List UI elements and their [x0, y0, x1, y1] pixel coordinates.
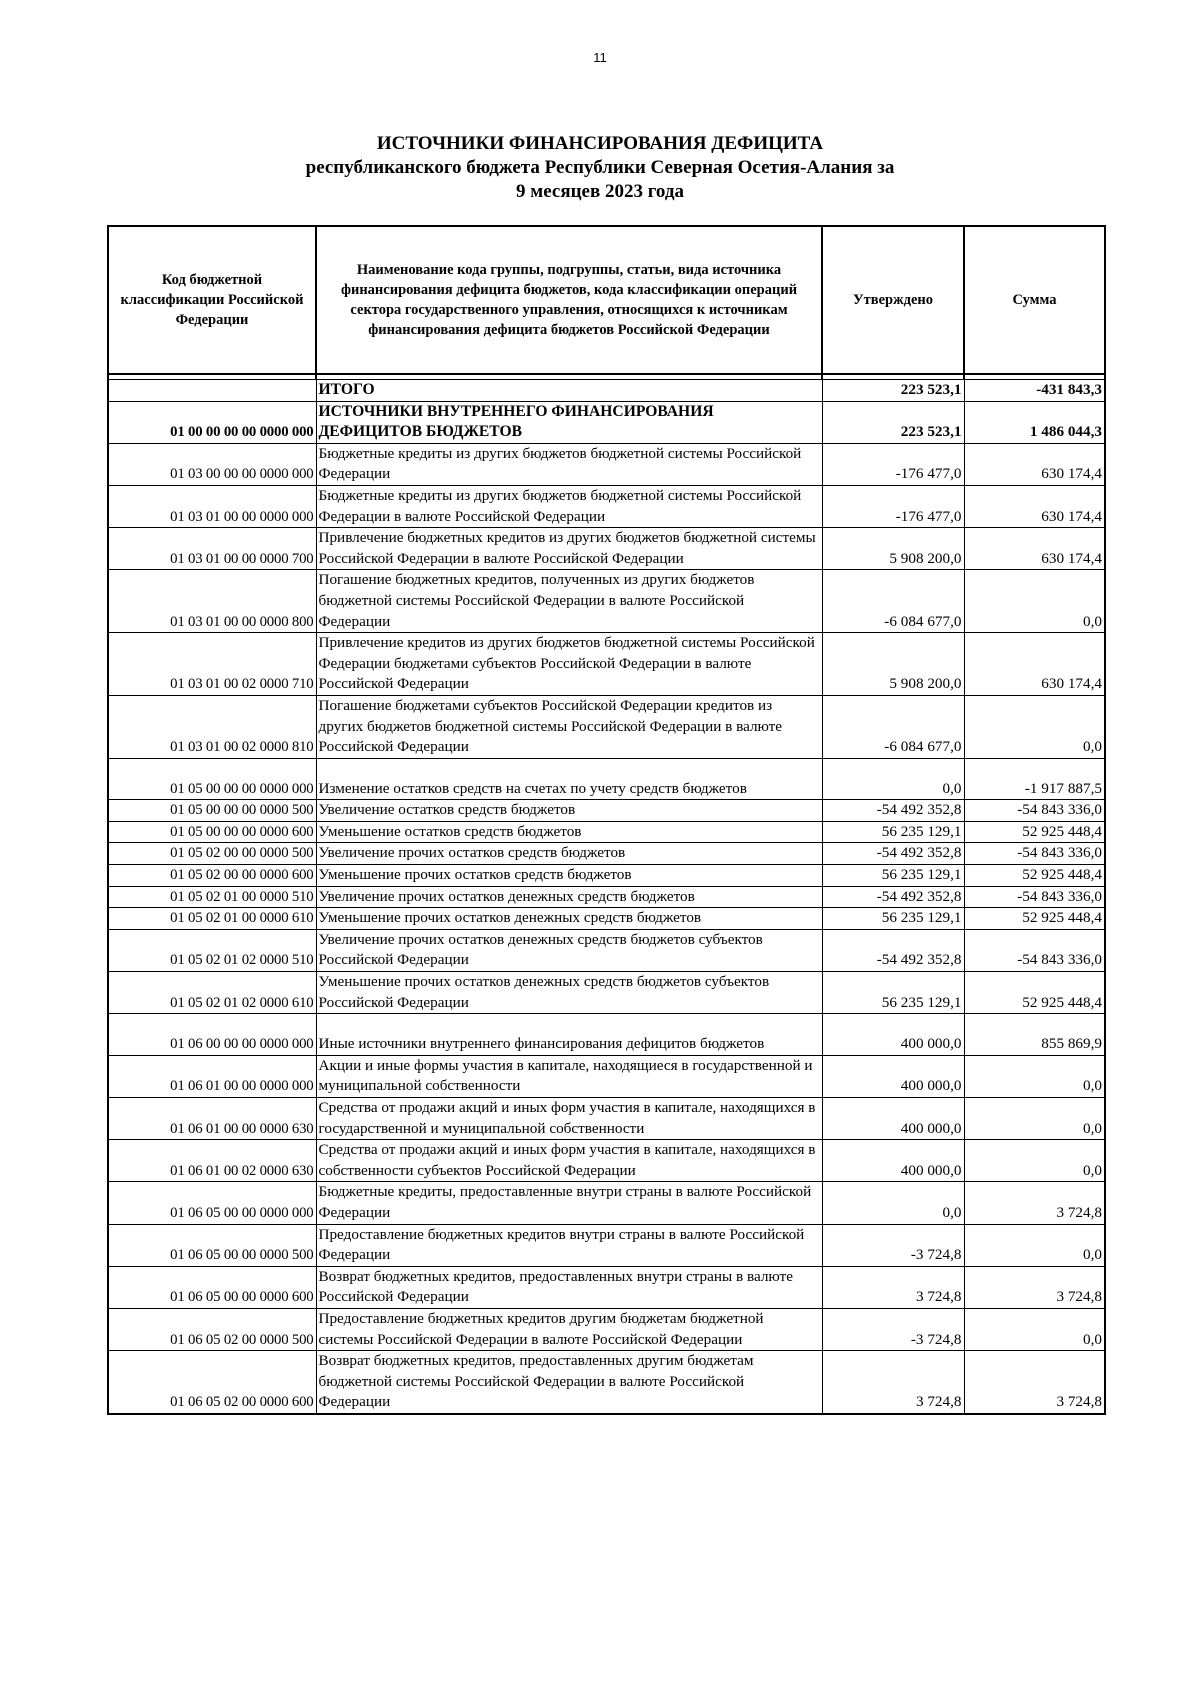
row-sum: 630 174,4	[964, 443, 1105, 485]
table-row	[108, 1055, 1105, 1097]
document-title	[0, 132, 1200, 204]
row-approved: -3 724,8	[822, 1308, 964, 1350]
row-sum: 0,0	[964, 1140, 1105, 1182]
row-name: Уменьшение прочих остатков средств бюджетов	[316, 865, 822, 887]
row-code: 01 06 01 00 00 0000 630	[108, 1098, 316, 1140]
row-code: 01 06 05 02 00 0000 500	[108, 1308, 316, 1350]
row-name: Иные источники внутреннего финансирования дефицитов бюджетов	[316, 1014, 822, 1056]
row-approved: 56 235 129,1	[822, 972, 964, 1014]
header-approved: Утверждено	[822, 226, 964, 374]
table-row	[108, 908, 1105, 930]
row-name: Предоставление бюджетных кредитов другим бюджетам бюджетной системы Российской Федерации в валюте Российской Федерации	[316, 1308, 822, 1350]
row-code: 01 05 02 00 00 0000 600	[108, 865, 316, 887]
row-code: 01 03 01 00 02 0000 810	[108, 695, 316, 758]
row-sum: -54 843 336,0	[964, 886, 1105, 908]
header-code: Код бюджетной классификации Российской Федерации	[108, 226, 316, 374]
table-row	[108, 401, 1105, 443]
table-row	[108, 843, 1105, 865]
row-code: 01 06 05 00 00 0000 000	[108, 1182, 316, 1224]
row-approved: -176 477,0	[822, 485, 964, 527]
row-code: 01 00 00 00 00 0000 000	[108, 401, 316, 443]
row-sum: -54 843 336,0	[964, 843, 1105, 865]
row-approved: -6 084 677,0	[822, 695, 964, 758]
row-approved: -6 084 677,0	[822, 570, 964, 633]
row-sum: -54 843 336,0	[964, 800, 1105, 822]
row-approved: 400 000,0	[822, 1014, 964, 1056]
row-code: 01 03 01 00 00 0000 700	[108, 528, 316, 570]
row-sum: 0,0	[964, 1224, 1105, 1266]
row-approved: -54 492 352,8	[822, 843, 964, 865]
table-row	[108, 1351, 1105, 1414]
header-sum: Сумма	[964, 226, 1105, 374]
table-row	[108, 972, 1105, 1014]
row-sum: 0,0	[964, 1308, 1105, 1350]
row-code: 01 05 02 01 02 0000 510	[108, 929, 316, 971]
table-row	[108, 800, 1105, 822]
header-name: Наименование кода группы, подгруппы, статьи, вида источника финансирования дефицита бюджетов, кода классификации операций сектора государственного управления, относящихся к источникам финансирования дефицита бюджетов Российской Федерации	[316, 226, 822, 374]
table-row	[108, 865, 1105, 887]
row-sum: 855 869,9	[964, 1014, 1105, 1056]
row-name: Уменьшение остатков средств бюджетов	[316, 821, 822, 843]
table-row	[108, 528, 1105, 570]
row-approved: -176 477,0	[822, 443, 964, 485]
row-name: Возврат бюджетных кредитов, предоставленных внутри страны в валюте Российской Федерации	[316, 1266, 822, 1308]
table-row	[108, 443, 1105, 485]
table-body	[108, 380, 1105, 1414]
row-name: Привлечение кредитов из других бюджетов бюджетной системы Российской Федерации бюджетами субъектов Российской Федерации в валюте Российской Федерации	[316, 633, 822, 696]
row-name: Погашение бюджетных кредитов, полученных из других бюджетов бюджетной системы Российской Федерации в валюте Российской Федерации	[316, 570, 822, 633]
row-approved: 56 235 129,1	[822, 908, 964, 930]
row-approved: 400 000,0	[822, 1140, 964, 1182]
table-row	[108, 695, 1105, 758]
page-number: 11	[593, 50, 607, 65]
table-row	[108, 758, 1105, 800]
row-code: 01 05 00 00 00 0000 500	[108, 800, 316, 822]
row-code: 01 03 00 00 00 0000 000	[108, 443, 316, 485]
row-name: Увеличение прочих остатков денежных средств бюджетов	[316, 886, 822, 908]
table-row	[108, 886, 1105, 908]
row-sum: 3 724,8	[964, 1351, 1105, 1414]
row-approved: 5 908 200,0	[822, 633, 964, 696]
row-sum: -1 917 887,5	[964, 758, 1105, 800]
row-sum: 1 486 044,3	[964, 401, 1105, 443]
row-code: 01 05 02 01 02 0000 610	[108, 972, 316, 1014]
row-code: 01 06 05 00 00 0000 600	[108, 1266, 316, 1308]
row-code: 01 05 02 01 00 0000 510	[108, 886, 316, 908]
row-code: 01 06 05 02 00 0000 600	[108, 1351, 316, 1414]
row-sum: 52 925 448,4	[964, 821, 1105, 843]
row-name: Средства от продажи акций и иных форм участия в капитале, находящихся в государственной и муниципальной собственности	[316, 1098, 822, 1140]
row-name: Погашение бюджетами субъектов Российской Федерации кредитов из других бюджетов бюджетной системы Российской Федерации в валюте Российской Федерации	[316, 695, 822, 758]
row-code: 01 06 05 00 00 0000 500	[108, 1224, 316, 1266]
row-sum: 52 925 448,4	[964, 908, 1105, 930]
table-row	[108, 485, 1105, 527]
row-name: Возврат бюджетных кредитов, предоставленных другим бюджетам бюджетной системы Российской Федерации в валюте Российской Федерации	[316, 1351, 822, 1414]
table-row	[108, 1098, 1105, 1140]
table-header	[108, 226, 1105, 380]
row-code: 01 06 01 00 00 0000 000	[108, 1055, 316, 1097]
row-code: 01 06 01 00 02 0000 630	[108, 1140, 316, 1182]
row-approved: -54 492 352,8	[822, 929, 964, 971]
row-sum: 52 925 448,4	[964, 865, 1105, 887]
row-code: 01 06 00 00 00 0000 000	[108, 1014, 316, 1056]
row-sum: -54 843 336,0	[964, 929, 1105, 971]
row-approved: 3 724,8	[822, 1351, 964, 1414]
title-line-1: ИСТОЧНИКИ ФИНАНСИРОВАНИЯ ДЕФИЦИТА	[376, 133, 824, 154]
row-sum: 0,0	[964, 1055, 1105, 1097]
table-row	[108, 821, 1105, 843]
row-code: 01 03 01 00 00 0000 800	[108, 570, 316, 633]
row-code: 01 03 01 00 00 0000 000	[108, 485, 316, 527]
row-sum: 630 174,4	[964, 485, 1105, 527]
row-name: Увеличение прочих остатков денежных средств бюджетов субъектов Российской Федерации	[316, 929, 822, 971]
row-code: 01 05 00 00 00 0000 000	[108, 758, 316, 800]
table-row	[108, 380, 1105, 402]
row-approved: 400 000,0	[822, 1055, 964, 1097]
table-row	[108, 633, 1105, 696]
row-name: Акции и иные формы участия в капитале, находящиеся в государственной и муниципальной собственности	[316, 1055, 822, 1097]
table-row	[108, 1266, 1105, 1308]
row-approved: 0,0	[822, 758, 964, 800]
row-sum: -431 843,3	[964, 380, 1105, 402]
row-sum: 0,0	[964, 570, 1105, 633]
row-sum: 630 174,4	[964, 633, 1105, 696]
row-approved: 5 908 200,0	[822, 528, 964, 570]
table-row	[108, 929, 1105, 971]
row-sum: 52 925 448,4	[964, 972, 1105, 1014]
table-row	[108, 1308, 1105, 1350]
row-name: Бюджетные кредиты, предоставленные внутри страны в валюте Российской Федерации	[316, 1182, 822, 1224]
row-sum: 3 724,8	[964, 1266, 1105, 1308]
row-name: Привлечение бюджетных кредитов из других бюджетов бюджетной системы Российской Федерации в валюте Российской Федерации	[316, 528, 822, 570]
row-approved: -3 724,8	[822, 1224, 964, 1266]
row-sum: 0,0	[964, 695, 1105, 758]
table-row	[108, 1014, 1105, 1056]
table-row	[108, 570, 1105, 633]
row-name: Уменьшение прочих остатков денежных средств бюджетов субъектов Российской Федерации	[316, 972, 822, 1014]
table-row	[108, 1224, 1105, 1266]
row-name: Предоставление бюджетных кредитов внутри страны в валюте Российской Федерации	[316, 1224, 822, 1266]
row-name: Увеличение остатков средств бюджетов	[316, 800, 822, 822]
row-code: 01 05 00 00 00 0000 600	[108, 821, 316, 843]
row-code: 01 03 01 00 02 0000 710	[108, 633, 316, 696]
row-name: Увеличение прочих остатков средств бюджетов	[316, 843, 822, 865]
table-row	[108, 1140, 1105, 1182]
row-approved: -54 492 352,8	[822, 886, 964, 908]
row-approved: 223 523,1	[822, 380, 964, 402]
title-line-3: 9 месяцев 2023 года	[516, 181, 684, 202]
row-sum: 0,0	[964, 1098, 1105, 1140]
title-line-2: республиканского бюджета Республики Северная Осетия-Алания за	[305, 157, 895, 178]
row-code: 01 05 02 01 00 0000 610	[108, 908, 316, 930]
table-row	[108, 1182, 1105, 1224]
row-approved: 3 724,8	[822, 1266, 964, 1308]
row-name: Бюджетные кредиты из других бюджетов бюджетной системы Российской Федерации	[316, 443, 822, 485]
row-approved: 56 235 129,1	[822, 865, 964, 887]
row-name: ИТОГО	[316, 380, 822, 402]
row-approved: 223 523,1	[822, 401, 964, 443]
row-approved: -54 492 352,8	[822, 800, 964, 822]
row-code	[108, 380, 316, 402]
row-name: Средства от продажи акций и иных форм участия в капитале, находящихся в собственности субъектов Российской Федерации	[316, 1140, 822, 1182]
row-approved: 0,0	[822, 1182, 964, 1224]
row-approved: 56 235 129,1	[822, 821, 964, 843]
row-name: Уменьшение прочих остатков денежных средств бюджетов	[316, 908, 822, 930]
row-sum: 630 174,4	[964, 528, 1105, 570]
row-sum: 3 724,8	[964, 1182, 1105, 1224]
financing-sources-table	[107, 225, 1106, 1415]
row-name: Бюджетные кредиты из других бюджетов бюджетной системы Российской Федерации в валюте Российской Федерации	[316, 485, 822, 527]
row-approved: 400 000,0	[822, 1098, 964, 1140]
row-name: ИСТОЧНИКИ ВНУТРЕННЕГО ФИНАНСИРОВАНИЯ ДЕФИЦИТОВ БЮДЖЕТОВ	[316, 401, 822, 443]
row-code: 01 05 02 00 00 0000 500	[108, 843, 316, 865]
row-name: Изменение остатков средств на счетах по учету средств бюджетов	[316, 758, 822, 800]
